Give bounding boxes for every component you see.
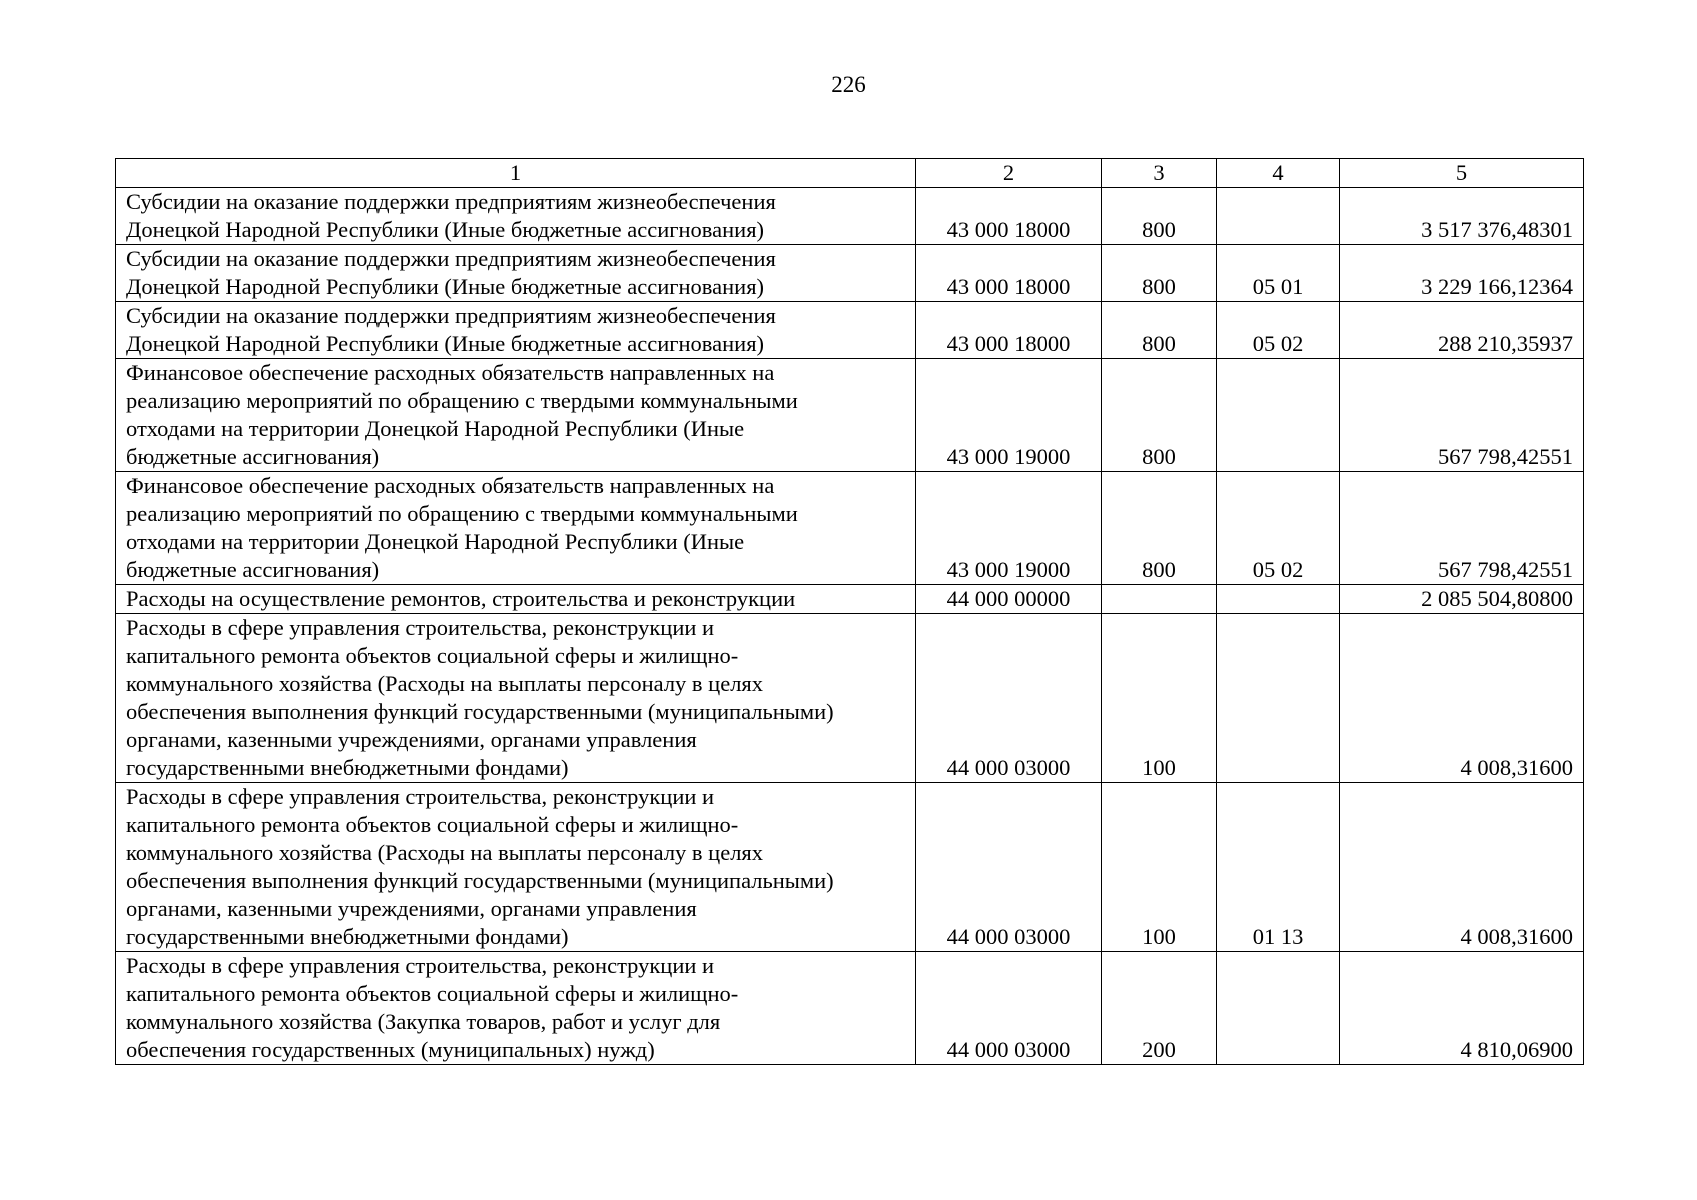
- description-line: органами, казенными учреждениями, органами управления: [126, 896, 697, 921]
- description-line: Расходы в сфере управления строительства, реконструкции и: [126, 784, 715, 809]
- description-line: капитального ремонта объектов социальной сферы и жилищно-: [126, 981, 739, 1006]
- description-line: капитального ремонта объектов социальной сферы и жилищно-: [126, 643, 739, 668]
- target-code: 43 000 18000: [916, 302, 1102, 359]
- description-line: отходами на территории Донецкой Народной Республики (Иные: [126, 416, 745, 441]
- amount: 567 798,42551: [1340, 472, 1584, 585]
- target-code: 44 000 00000: [916, 585, 1102, 614]
- row-description: [116, 472, 916, 585]
- expense-type: 800: [1102, 188, 1217, 245]
- description-line: Субсидии на оказание поддержки предприятиям жизнеобеспечения: [126, 246, 776, 271]
- description-line: Субсидии на оказание поддержки предприятиям жизнеобеспечения: [126, 189, 776, 214]
- description-line: Финансовое обеспечение расходных обязательств направленных на: [126, 473, 775, 498]
- description-line: коммунального хозяйства (Расходы на выплаты персоналу в целях: [126, 840, 764, 865]
- description-line: обеспечения выполнения функций государственными (муниципальными): [126, 699, 834, 724]
- section-code: [1217, 585, 1340, 614]
- column-header-1: 1: [116, 159, 916, 188]
- column-header-4: 4: [1217, 159, 1340, 188]
- description-line: Расходы на осуществление ремонтов, строительства и реконструкции: [126, 586, 796, 611]
- description-line: Субсидии на оказание поддержки предприятиям жизнеобеспечения: [126, 303, 776, 328]
- description-line: бюджетные ассигнования): [126, 444, 380, 469]
- amount: 4 008,31600: [1340, 614, 1584, 783]
- page-number: 226: [831, 72, 866, 97]
- target-code: 44 000 03000: [916, 952, 1102, 1065]
- target-code: 44 000 03000: [916, 783, 1102, 952]
- row-description: [116, 952, 916, 1065]
- amount: 3 517 376,48301: [1340, 188, 1584, 245]
- table-header-row: [116, 159, 1584, 188]
- description-line: капитального ремонта объектов социальной сферы и жилищно-: [126, 812, 739, 837]
- target-code: 43 000 19000: [916, 359, 1102, 472]
- amount: 3 229 166,12364: [1340, 245, 1584, 302]
- section-code: 05 02: [1217, 302, 1340, 359]
- table-row: [116, 245, 1584, 302]
- description-line: Расходы в сфере управления строительства, реконструкции и: [126, 615, 715, 640]
- row-description: [116, 302, 916, 359]
- table-row: [116, 472, 1584, 585]
- description-line: обеспечения выполнения функций государственными (муниципальными): [126, 868, 834, 893]
- description-line: обеспечения государственных (муниципальных) нужд): [126, 1037, 655, 1062]
- description-line: коммунального хозяйства (Расходы на выплаты персоналу в целях: [126, 671, 764, 696]
- expense-type: 800: [1102, 472, 1217, 585]
- target-code: 43 000 18000: [916, 245, 1102, 302]
- description-line: отходами на территории Донецкой Народной Республики (Иные: [126, 529, 745, 554]
- description-line: Финансовое обеспечение расходных обязательств направленных на: [126, 360, 775, 385]
- row-description: [116, 359, 916, 472]
- amount: 567 798,42551: [1340, 359, 1584, 472]
- description-line: Донецкой Народной Республики (Иные бюджетные ассигнования): [126, 331, 765, 356]
- description-line: Расходы в сфере управления строительства, реконструкции и: [126, 953, 715, 978]
- section-code: [1217, 952, 1340, 1065]
- description-line: государственными внебюджетными фондами): [126, 924, 569, 949]
- description-line: органами, казенными учреждениями, органами управления: [126, 727, 697, 752]
- row-description: [116, 188, 916, 245]
- section-code: 05 01: [1217, 245, 1340, 302]
- target-code: 43 000 18000: [916, 188, 1102, 245]
- table-row: [116, 952, 1584, 1065]
- section-code: [1217, 614, 1340, 783]
- amount: 2 085 504,80800: [1340, 585, 1584, 614]
- description-line: реализацию мероприятий по обращению с твердыми коммунальными: [126, 388, 798, 413]
- section-code: [1217, 359, 1340, 472]
- section-code: 01 13: [1217, 783, 1340, 952]
- expense-type: 100: [1102, 614, 1217, 783]
- expense-type: 200: [1102, 952, 1217, 1065]
- description-line: коммунального хозяйства (Закупка товаров, работ и услуг для: [126, 1009, 721, 1034]
- column-header-5: 5: [1340, 159, 1584, 188]
- table-body: [116, 188, 1584, 1065]
- column-header-2: 2: [916, 159, 1102, 188]
- amount: 4 810,06900: [1340, 952, 1584, 1065]
- table-row: [116, 188, 1584, 245]
- table-row: [116, 783, 1584, 952]
- table-row: [116, 302, 1584, 359]
- description-line: Донецкой Народной Республики (Иные бюджетные ассигнования): [126, 274, 765, 299]
- table-row: [116, 614, 1584, 783]
- expense-type: 800: [1102, 302, 1217, 359]
- row-description: [116, 245, 916, 302]
- description-line: бюджетные ассигнования): [126, 557, 380, 582]
- expense-type: 800: [1102, 359, 1217, 472]
- table-row: [116, 585, 1584, 614]
- row-description: [116, 614, 916, 783]
- expense-type: 800: [1102, 245, 1217, 302]
- description-line: Донецкой Народной Республики (Иные бюджетные ассигнования): [126, 217, 765, 242]
- budget-table: [115, 158, 1584, 1065]
- section-code: [1217, 188, 1340, 245]
- target-code: 44 000 03000: [916, 614, 1102, 783]
- column-header-3: 3: [1102, 159, 1217, 188]
- row-description: [116, 585, 916, 614]
- target-code: 43 000 19000: [916, 472, 1102, 585]
- section-code: 05 02: [1217, 472, 1340, 585]
- amount: 288 210,35937: [1340, 302, 1584, 359]
- expense-type: [1102, 585, 1217, 614]
- amount: 4 008,31600: [1340, 783, 1584, 952]
- description-line: государственными внебюджетными фондами): [126, 755, 569, 780]
- expense-type: 100: [1102, 783, 1217, 952]
- description-line: реализацию мероприятий по обращению с твердыми коммунальными: [126, 501, 798, 526]
- row-description: [116, 783, 916, 952]
- table-row: [116, 359, 1584, 472]
